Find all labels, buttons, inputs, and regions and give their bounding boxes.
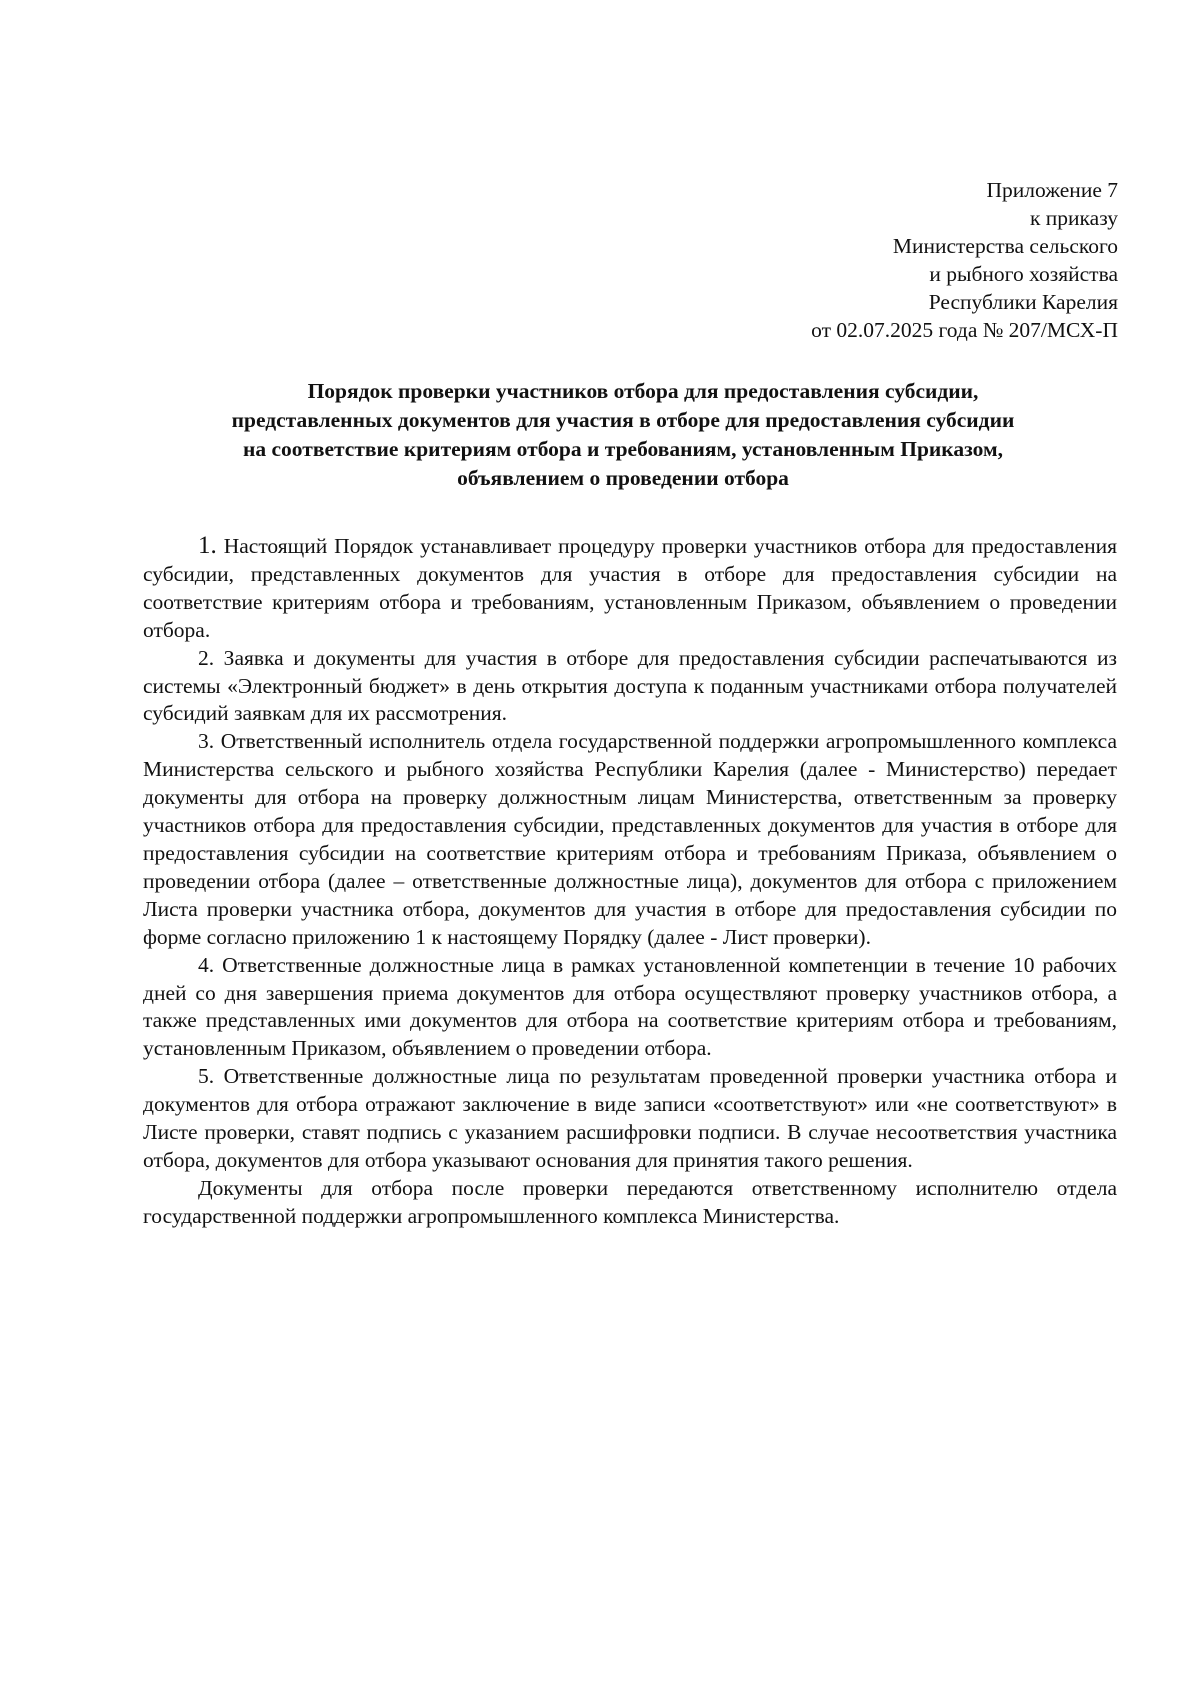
paragraph-text: 4. Ответственные должностные лица в рамках установленной компетенции в течение 10 рабочих дней со дня завершения приема документов для отбора осуществляют проверку участников отбора, а также представленных ими документов для отбора на соответствие критериям отбора и требованиям, установленным Приказом, объявлением о проведении отбора. [143,952,1117,1061]
paragraph-text: 3. Ответственный исполнитель отдела государственной поддержки агропромышленного комплекса Министерства сельского и рыбного хозяйства Республики Карелия (далее - Министерство) передает документы для отбора на проверку должностным лицам Министерства, ответственным за проверку участников отбора для предоставления субсидии, представленных документов для участия в отборе для предоставления субсидии на соответствие критериям отбора и требованиям Приказа, объявлением о проведении отбора (далее – ответственные должностные лица), документов для отбора с приложением Листа проверки участника отбора, документов для участия в отборе для предоставления субсидии по форме согласно приложению 1 к настоящему Порядку (далее - Лист проверки). [143,729,1117,949]
appendix-header [598,176,1118,344]
appendix-order-date-number: от 02.07.2025 года № 207/МСХ-П [811,318,1118,342]
title-line: объявлением о проведении отбора [457,466,789,490]
paragraph-4 [143,952,1117,1064]
appendix-republic: Республики Карелия [928,290,1118,314]
title-line: на соответствие критериям отбора и требованиям, установленным Приказом, [243,437,1003,461]
paragraph-6 [143,1175,1117,1231]
appendix-ministry-line-2: и рыбного хозяйства [929,262,1118,286]
document-body [143,532,1117,1231]
paragraph-text: Настоящий Порядок устанавливает процедуру проверки участников отбора для предоставления субсидии, представленных документов для участия в отборе для предоставления субсидии на соответствие критериям отбора и требованиям, установленным Приказом, объявлением о проведении отбора. [143,534,1117,642]
document-title [130,377,1116,493]
paragraph-3 [143,728,1117,951]
appendix-order-ref: к приказу [1029,206,1118,230]
paragraph-text: 2. Заявка и документы для участия в отборе для предоставления субсидии распечатываются из системы «Электронный бюджет» в день открытия доступа к поданным участниками отбора получателей субсидий заявкам для их рассмотрения. [143,645,1117,726]
title-line: Порядок проверки участников отбора для предоставления субсидии, [307,379,979,403]
paragraph-number: 1. [198,532,217,559]
title-line: представленных документов для участия в отборе для предоставления субсидии [231,408,1015,432]
paragraph-text: Документы для отбора после проверки передаются ответственному исполнителю отдела государственной поддержки агропромышленного комплекса Министерства. [143,1175,1117,1228]
appendix-ministry-line-1: Министерства сельского [892,234,1118,258]
paragraph-5 [143,1063,1117,1175]
paragraph-2 [143,645,1117,729]
paragraph-text: 5. Ответственные должностные лица по результатам проведенной проверки участника отбора и документов для отбора отражают заключение в виде записи «соответствуют» или «не соответствуют» в Листе проверки, ставят подпись с указанием расшифровки подписи. В случае несоответствия участника отбора, документов для отбора указывают основания для принятия такого решения. [143,1064,1117,1172]
appendix-number: Приложение 7 [986,178,1118,202]
paragraph-1 [143,532,1117,645]
